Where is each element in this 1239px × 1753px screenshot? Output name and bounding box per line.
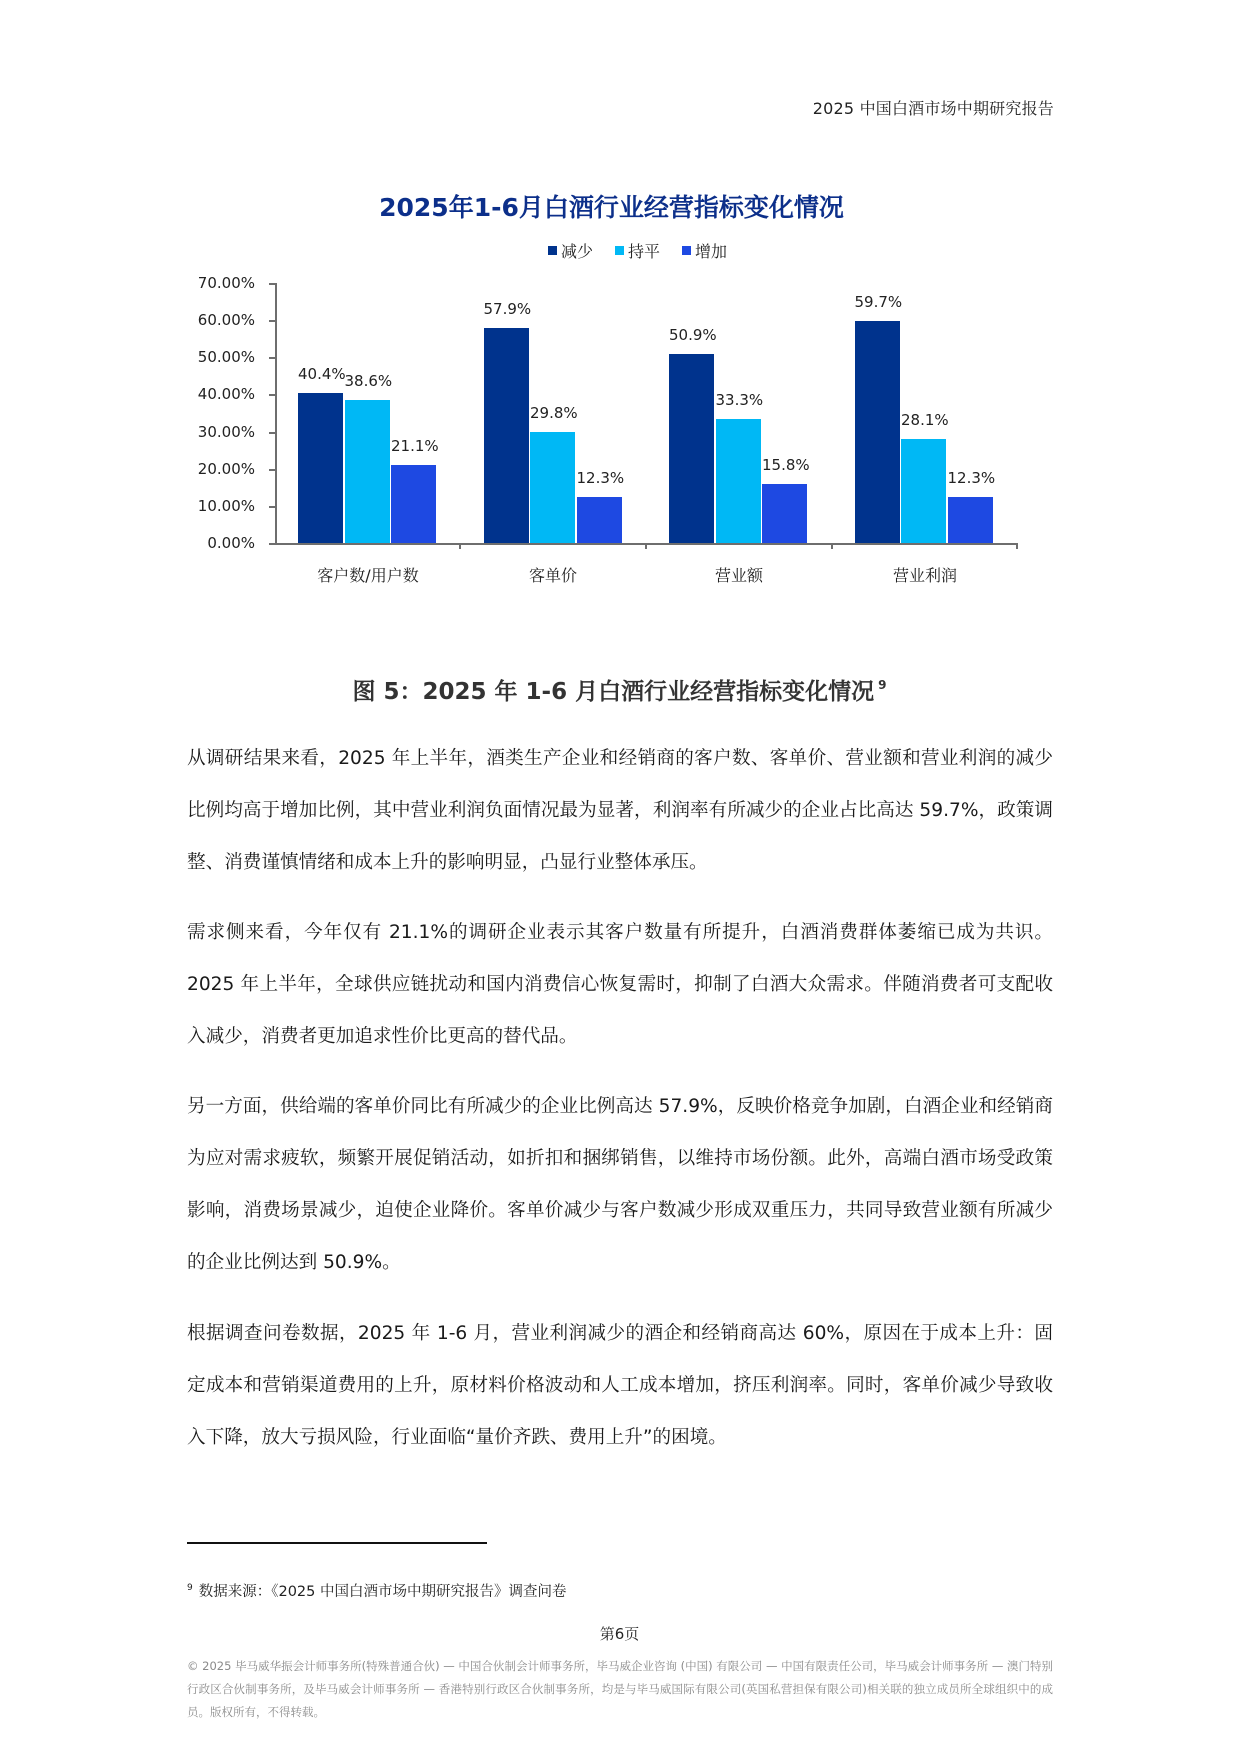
y-tick	[269, 506, 276, 508]
bar-flat	[345, 400, 390, 543]
bar-value-label: 57.9%	[483, 299, 532, 318]
bar-value-label: 33.3%	[715, 391, 764, 410]
footnote-number: 9	[187, 1583, 193, 1593]
bar-value-label: 59.7%	[854, 293, 903, 312]
figure-caption-text: 图 5：2025 年 1-6 月白酒行业经营指标变化情况	[352, 679, 875, 705]
paragraph-3: 另一方面，供给端的客单价同比有所减少的企业比例高达 57.9%，反映价格竞争加剧，白酒企业和经销商为应对需求疲软，频繁开展促销活动，如折扣和捆绑销售，以维持市场份额。此外，高端白酒市场受政策影响，消费场景减少，迫使企业降价。客单价减少与客户数减少形成双重压力，共同导致营业额有所减少的企业比例达到 50.9%。	[187, 1096, 1053, 1273]
bar-value-label: 38.6%	[344, 371, 393, 390]
y-tick-label: 0.00%	[207, 534, 255, 552]
footnote-text: 数据来源：《2025 中国白酒市场中期研究报告》调查问卷	[198, 1584, 567, 1600]
x-tick	[1016, 543, 1018, 549]
page-number: 第6页	[599, 1625, 640, 1643]
y-tick	[269, 469, 276, 471]
legend-label: 增加	[695, 242, 728, 261]
bar-value-label: 15.8%	[762, 456, 810, 475]
bar-flat	[901, 439, 946, 543]
paragraph-4: 根据调查问卷数据，2025 年 1-6 月，营业利润减少的酒企和经销商高达 60%，原因在于成本上升：固定成本和营销渠道费用的上升，原材料价格波动和人工成本增加，挤压利润率。同时，客单价减少导致收入下降，放大亏损风险，行业面临“量价齐跌、费用上升”的困境。	[187, 1323, 1053, 1448]
running-header: 2025 中国白酒市场中期研究报告	[812, 99, 1054, 118]
bar-increase	[948, 497, 993, 543]
y-tick	[269, 394, 276, 396]
y-tick	[269, 320, 276, 322]
y-tick-label: 70.00%	[197, 274, 255, 292]
copyright-notice: © 2025 毕马威华振会计师事务所(特殊普通合伙) — 中国合伙制会计师事务所，毕马威企业咨询 (中国) 有限公司 — 中国有限责任公司，毕马威会计师事务所 — 澳门特别行政区合伙制事务所，及毕马威会计师事务所 — 香港特别行政区合伙制事务所，均是与毕马威国际有限公司(英国私营担保有限公司)相关联的独立成员所全球组织中的成员。版权所有，不得转载。	[187, 1659, 1053, 1719]
bar-decrease	[669, 354, 714, 543]
y-tick	[269, 357, 276, 359]
chart-title-text: 2025年1-6月白酒行业经营指标变化情况	[379, 193, 844, 222]
y-axis	[275, 283, 277, 544]
footnote-ref[interactable]: 9	[878, 678, 887, 692]
bar-value-label: 12.3%	[947, 469, 996, 488]
bar-increase	[762, 484, 807, 543]
y-tick-label: 20.00%	[197, 460, 255, 478]
x-tick	[459, 543, 461, 549]
y-tick-label: 30.00%	[197, 423, 255, 441]
x-tick	[645, 543, 647, 549]
bar-value-label: 29.8%	[530, 404, 578, 423]
y-tick-label: 60.00%	[197, 311, 255, 329]
category-label: 客户数/用户数	[317, 566, 419, 585]
paragraph-1: 从调研结果来看，2025 年上半年，酒类生产企业和经销商的客户数、客单价、营业额和营业利润的减少比例均高于增加比例，其中营业利润负面情况最为显著，利润率有所减少的企业占比高达 59.7%，政策调整、消费谨慎情绪和成本上升的影响明显，凸显行业整体承压。	[187, 748, 1053, 873]
bar-chart-plot	[0, 0, 1239, 600]
bar-decrease	[855, 321, 900, 543]
footnote-divider	[187, 1542, 487, 1544]
bar-decrease	[484, 328, 529, 543]
bar-increase	[577, 497, 622, 543]
bar-value-label: 12.3%	[576, 469, 625, 488]
legend-label: 持平	[628, 242, 661, 261]
paragraph-2: 需求侧来看，今年仅有 21.1%的调研企业表示其客户数量有所提升，白酒消费群体萎缩已成为共识。2025 年上半年，全球供应链扰动和国内消费信心恢复需时，抑制了白酒大众需求。伴随消费者可支配收入减少，消费者更加追求性价比更高的替代品。	[187, 922, 1053, 1047]
bar-value-label: 21.1%	[391, 436, 439, 455]
bar-value-label: 28.1%	[901, 410, 949, 429]
bar-flat	[716, 419, 761, 543]
footnote	[187, 1580, 567, 1601]
y-tick	[269, 432, 276, 434]
y-tick-label: 10.00%	[197, 497, 255, 515]
y-tick-label: 50.00%	[197, 348, 255, 366]
x-axis	[275, 543, 1018, 545]
bar-flat	[530, 432, 575, 543]
legend-label: 减少	[561, 242, 594, 261]
bar-value-label: 40.4%	[298, 364, 346, 383]
category-label: 营业利润	[892, 566, 957, 585]
category-label: 客单价	[528, 566, 577, 585]
y-tick-label: 40.00%	[197, 385, 255, 403]
bar-value-label: 50.9%	[669, 325, 717, 344]
bar-increase	[391, 465, 436, 543]
y-tick	[269, 283, 276, 285]
y-tick	[269, 543, 276, 545]
category-label: 营业额	[714, 566, 763, 585]
x-tick	[831, 543, 833, 549]
bar-decrease	[298, 393, 343, 543]
figure-caption	[0, 673, 1239, 706]
